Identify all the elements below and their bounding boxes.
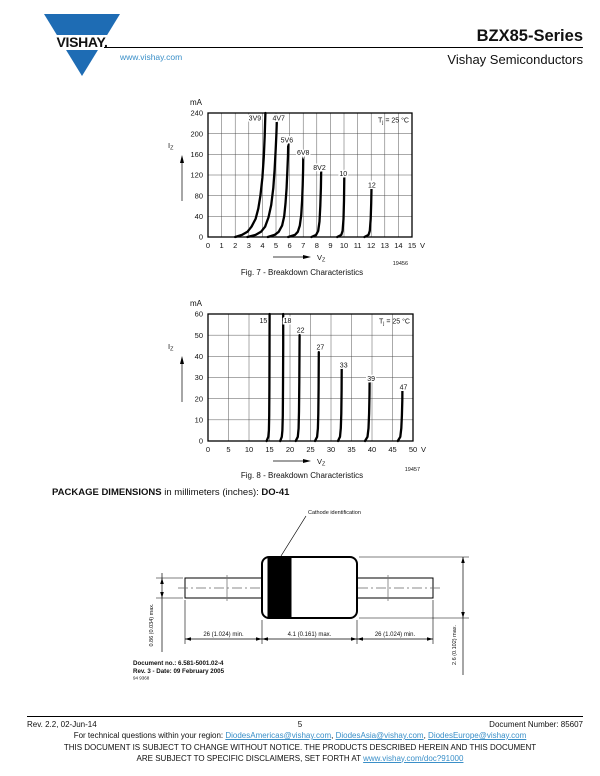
svg-text:45: 45 — [388, 445, 397, 454]
svg-text:0: 0 — [198, 232, 203, 242]
svg-text:10: 10 — [194, 415, 203, 425]
vishay-website-link[interactable]: www.vishay.com — [120, 52, 183, 62]
dim-lead-diameter: 0.86 (0.034) max. — [149, 603, 155, 647]
footer-rule — [27, 716, 583, 717]
svg-text:6V8: 6V8 — [296, 149, 310, 157]
svg-text:5: 5 — [273, 241, 279, 250]
fig8-breakdown-chart — [150, 291, 470, 476]
email-americas-link[interactable]: DiodesAmericas@vishay.com — [225, 731, 332, 740]
svg-text:2: 2 — [233, 241, 238, 250]
svg-text:240: 240 — [190, 108, 203, 118]
svg-text:0: 0 — [205, 241, 211, 250]
svg-text:15: 15 — [265, 445, 274, 454]
svg-text:30: 30 — [326, 445, 336, 454]
svg-text:50: 50 — [194, 330, 203, 340]
svg-text:VZ: $V_Z$ — [317, 253, 326, 264]
svg-text:120: 120 — [190, 170, 203, 180]
disclaimer-line-2: ARE SUBJECT TO SPECIFIC DISCLAIMERS, SET FORTH AT www.vishay.com/doc?91000 — [136, 753, 464, 763]
svg-text:Tj = 25 °C: $T_j = 25$ °C — [378, 117, 409, 126]
svg-text:27: 27 — [316, 344, 325, 352]
dim-body-diameter: 2.6 (0.102) max. — [452, 624, 458, 666]
dim-right-lead-length: 26 (1.024) min. — [374, 632, 416, 638]
page-number: 5 — [297, 720, 303, 729]
svg-text:V: V — [421, 445, 427, 454]
svg-text:10: 10 — [339, 170, 348, 178]
email-asia-link[interactable]: DiodesAsia@vishay.com — [335, 731, 424, 740]
svg-text:VZ: $V_Z$ — [317, 457, 326, 468]
package-rev-date: Rev. 3 - Date: 09 February 2005 — [133, 668, 225, 675]
vishay-logo — [42, 13, 122, 79]
svg-text:mA: mA — [190, 299, 202, 308]
svg-text:40: 40 — [194, 212, 203, 222]
svg-text:13: 13 — [380, 241, 389, 250]
svg-text:0: 0 — [205, 445, 211, 454]
logo-wordmark: VISHAY. — [56, 34, 108, 50]
page-title: BZX85-Series — [476, 27, 583, 45]
svg-text:5: 5 — [226, 445, 231, 454]
svg-text:IZ: $I_Z$ — [168, 141, 174, 152]
svg-text:25: 25 — [306, 445, 315, 454]
svg-text:35: 35 — [347, 445, 356, 454]
svg-text:40: 40 — [367, 445, 377, 454]
svg-text:50: 50 — [408, 445, 418, 454]
header-rule — [104, 47, 583, 48]
svg-text:39: 39 — [367, 376, 376, 384]
svg-text:60: 60 — [194, 309, 203, 319]
svg-text:14: 14 — [394, 241, 403, 250]
disclaimer-line-1: THIS DOCUMENT IS SUBJECT TO CHANGE WITHOUT NOTICE. THE PRODUCTS DESCRIBED HEREIN AND THIS DOCUMENT — [63, 743, 537, 752]
footer-revision: Rev. 2.2, 02-Jun-14 — [27, 720, 97, 729]
svg-text:8: 8 — [314, 241, 319, 250]
email-europe-link[interactable]: DiodesEurope@vishay.com — [428, 731, 527, 740]
svg-text:15: 15 — [407, 241, 417, 250]
svg-text:7: 7 — [301, 241, 306, 250]
package-small-code: 94 9368 — [133, 675, 150, 681]
package-dimensions-heading — [52, 487, 289, 498]
svg-text:5V6: 5V6 — [280, 137, 294, 145]
svg-text:3V9: 3V9 — [248, 115, 262, 123]
svg-text:200: 200 — [190, 129, 203, 139]
svg-text:12: 12 — [367, 241, 376, 250]
fig7-breakdown-chart — [150, 90, 470, 275]
svg-text:19456: 19456 — [392, 261, 408, 267]
svg-text:3: 3 — [246, 241, 251, 250]
svg-text:18: 18 — [283, 317, 292, 325]
svg-text:Tj = 25 °C: $T_j = 25$ °C — [379, 318, 410, 327]
svg-text:20: 20 — [194, 394, 203, 404]
svg-text:80: 80 — [194, 191, 203, 201]
svg-text:160: 160 — [190, 150, 203, 160]
package-doc-number: Document no.: 6.581-5001.02-4 — [133, 660, 224, 667]
cathode-identification-label: Cathode identification — [308, 510, 361, 516]
svg-text:mA: mA — [190, 98, 202, 107]
dim-body-length: 4.1 (0.161) max. — [287, 632, 332, 638]
svg-text:19457: 19457 — [404, 467, 420, 473]
svg-text:0: 0 — [198, 436, 203, 446]
svg-text:15: 15 — [259, 317, 268, 325]
heading-package-type: DO-41 — [261, 487, 290, 498]
footer-document-number: Document Number: 85607 — [489, 720, 583, 729]
package-drawing — [100, 505, 500, 700]
svg-text:40: 40 — [194, 352, 203, 362]
doc-subtitle: Vishay Semiconductors — [447, 52, 583, 67]
svg-text:V: V — [420, 241, 426, 250]
cathode-band — [268, 558, 292, 617]
svg-text:47: 47 — [399, 384, 408, 392]
disclaimer-doc-link[interactable]: www.vishay.com/doc?91000 — [363, 753, 464, 763]
svg-text:6: 6 — [287, 241, 292, 250]
svg-text:8V2: 8V2 — [313, 164, 326, 172]
svg-text:IZ: $I_Z$ — [168, 342, 174, 353]
heading-bold: PACKAGE DIMENSIONS — [52, 487, 162, 498]
dim-left-lead-length: 26 (1.024) min. — [203, 632, 244, 638]
svg-text:4: 4 — [260, 241, 265, 250]
fig7-caption: Fig. 7 - Breakdown Characteristics — [240, 268, 364, 277]
heading-mid: in millimeters (inches): — [161, 487, 262, 498]
footer-contact-line: For technical questions within your region: DiodesAmericas@vishay.com, DiodesAsia@vishay.com, DiodesEurope@vishay.com — [73, 731, 527, 740]
svg-text:12: 12 — [367, 182, 376, 190]
svg-text:30: 30 — [194, 373, 203, 383]
svg-text:4V7: 4V7 — [272, 115, 285, 123]
svg-text:20: 20 — [285, 445, 295, 454]
svg-text:33: 33 — [339, 362, 348, 370]
fig8-caption: Fig. 8 - Breakdown Characteristics — [240, 471, 364, 480]
svg-text:10: 10 — [244, 445, 254, 454]
svg-text:22: 22 — [296, 327, 305, 335]
svg-text:1: 1 — [219, 241, 224, 250]
svg-text:11: 11 — [353, 241, 362, 250]
svg-text:10: 10 — [339, 241, 349, 250]
contact-prefix: For technical questions within your region: — [73, 731, 226, 740]
svg-text:9: 9 — [328, 241, 333, 250]
